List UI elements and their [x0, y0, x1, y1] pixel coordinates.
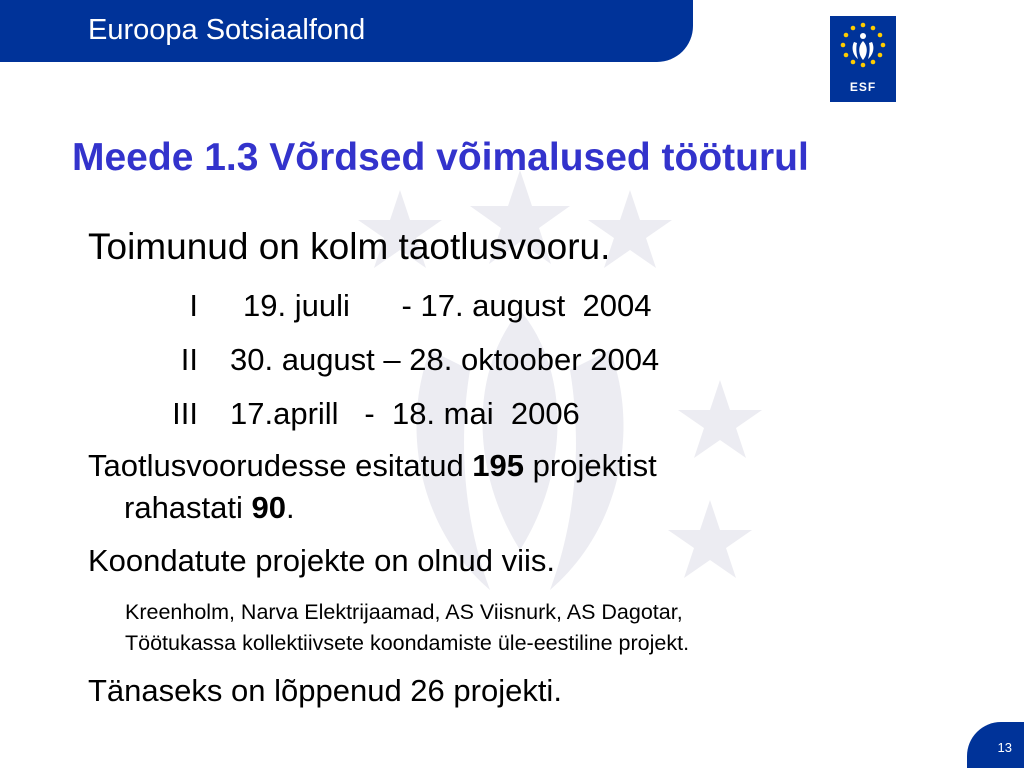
redundancy-detail-1: Kreenholm, Narva Elektrijaamad, AS Viisnurk, AS Dagotar,: [125, 600, 683, 624]
slide-title: Meede 1.3 Võrdsed võimalused tööturul: [72, 136, 809, 179]
funded-prefix: rahastati: [124, 490, 252, 525]
header-title: Euroopa Sotsiaalfond: [88, 14, 366, 46]
funded-count: 90: [251, 490, 286, 525]
header-bar: [0, 0, 693, 62]
applications-prefix: Taotlusvoorudesse esitatud: [88, 448, 473, 483]
intro-line: Toimunud on kolm taotlusvooru.: [88, 226, 611, 267]
redundancy-detail-2: Töötukassa kollektiivsete koondamiste üle-eestiline projekt.: [125, 631, 690, 655]
round-numeral: II: [180, 342, 198, 377]
eu-stars-icon: [830, 16, 896, 80]
round-numeral: III: [172, 396, 198, 431]
logo-text: ESF: [849, 80, 877, 94]
page-number: 13: [997, 740, 1012, 755]
round-period: 30. august – 28. oktoober 2004: [230, 342, 660, 377]
page-number-badge: [967, 722, 1024, 768]
applications-mid: projektist: [524, 448, 657, 483]
round-period: 17.aprill - 18. mai 2006: [230, 396, 580, 431]
applications-line: [88, 448, 657, 484]
finished-line: Tänaseks on lõppenud 26 projekti.: [88, 673, 562, 708]
round-period: 19. juuli - 17. august 2004: [243, 288, 652, 323]
funded-suffix: .: [286, 490, 295, 525]
redundancy-line: Koondatute projekte on olnud viis.: [88, 543, 556, 578]
esf-logo: [830, 16, 896, 102]
round-numeral: I: [189, 288, 198, 323]
submitted-count: 195: [472, 448, 525, 483]
funded-line: [124, 490, 295, 526]
